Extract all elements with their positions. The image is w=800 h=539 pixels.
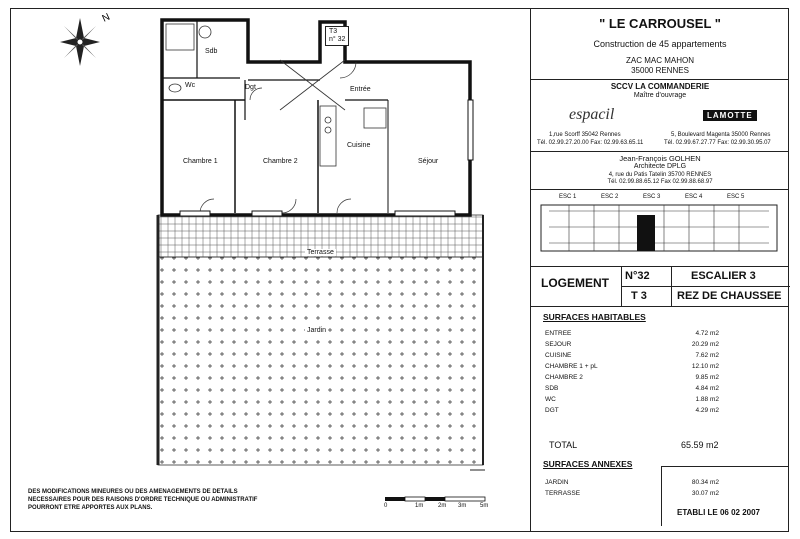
- surfaces-habitables-title: SURFACES HABITABLES: [543, 312, 646, 322]
- surface-label: SEJOUR: [545, 341, 572, 348]
- logement-number: N°32: [625, 270, 650, 282]
- surface-label: DGT: [545, 407, 559, 414]
- divider: [531, 79, 789, 80]
- surface-value: 4.72 m2: [695, 330, 719, 337]
- divider: [661, 466, 789, 467]
- total-label: TOTAL: [549, 440, 578, 450]
- espacil-address: 1,rue Scorff 35042 Rennes: [549, 132, 621, 138]
- disclaimer-line-1: DES MODIFICATIONS MINEURES OU DES AMENAGEMENTS DE DETAILS: [28, 489, 238, 495]
- building-keyplan: [539, 193, 781, 263]
- surface-label: ENTREE: [545, 330, 572, 337]
- room-entree: Entrée: [350, 86, 371, 93]
- project-title: " LE CARROUSEL ": [599, 16, 721, 31]
- annex-value: 80.34 m2: [691, 479, 719, 486]
- annex-label: TERRASSE: [545, 490, 581, 497]
- surface-value: 4.29 m2: [695, 407, 719, 414]
- surface-value: 12.10 m2: [691, 363, 719, 370]
- annex-value: 30.07 m2: [691, 490, 719, 497]
- unit-number: n° 32: [329, 36, 346, 43]
- project-subtitle: Construction de 45 appartements: [593, 39, 727, 49]
- room-dgt: Dgt: [245, 84, 256, 91]
- surface-value: 4.84 m2: [695, 385, 719, 392]
- sccv-name: SCCV LA COMMANDERIE: [610, 82, 710, 91]
- divider: [671, 266, 672, 306]
- unit-tag-box: [325, 26, 349, 46]
- unit-tag: T3: [329, 28, 338, 35]
- divider: [621, 286, 790, 287]
- room-jardin: Jardin: [307, 327, 327, 334]
- niveau: REZ DE CHAUSSEE: [677, 290, 782, 302]
- surface-value: 1.88 m2: [695, 396, 719, 403]
- stair-label-3: ESC 3: [643, 194, 661, 200]
- espacil-logo: espacil: [569, 106, 615, 123]
- stair-label-4: ESC 4: [685, 194, 703, 200]
- architect-title: Architecte DPLG: [633, 163, 687, 170]
- divider: [661, 466, 662, 526]
- stair-label-5: ESC 5: [727, 194, 745, 200]
- surface-value: 20.29 m2: [691, 341, 719, 348]
- architect-phone: Tél. 02.99.88.65.12 Fax 02.99.88.68.97: [607, 179, 713, 185]
- project-city: 35000 RENNES: [631, 66, 689, 75]
- scale-label-1: 1m: [415, 503, 424, 509]
- disclaimer-line-3: POURRONT ETRE APPORTES AUX PLANS.: [28, 505, 153, 511]
- divider: [531, 151, 789, 152]
- surface-label: CHAMBRE 2: [545, 374, 583, 381]
- title-block: [530, 8, 789, 532]
- annex-label: JARDIN: [545, 479, 569, 486]
- total-value: 65.59 m2: [681, 440, 719, 450]
- divider: [531, 306, 789, 307]
- surfaces-annexes-title: SURFACES ANNEXES: [543, 459, 633, 469]
- escalier: ESCALIER 3: [691, 270, 756, 282]
- logement-label: LOGEMENT: [541, 276, 609, 290]
- espacil-phone: Tél. 02.99.27.20.00 Fax: 02.99.63.65.11: [537, 140, 644, 146]
- stair-label-1: ESC 1: [559, 194, 577, 200]
- disclaimer-line-2: NECESSAIRES POUR DES RAISONS D'ORDRE TECHNIQUE OU ADMINISTRATIF: [28, 497, 258, 503]
- logement-type: T 3: [631, 290, 647, 302]
- scale-label-2: 2m: [438, 503, 447, 509]
- architect-address: 4, rue du Patis Tatelin 35700 RENNES: [608, 172, 712, 178]
- surface-label: WC: [545, 396, 556, 403]
- room-cuisine: Cuisine: [347, 142, 371, 149]
- room-wc: Wc: [185, 82, 196, 89]
- surface-value: 9.85 m2: [695, 374, 719, 381]
- room-terrasse: Terrasse: [307, 249, 334, 256]
- door-swings: [200, 62, 356, 213]
- room-chambre2: Chambre 2: [263, 158, 298, 165]
- surface-label: CUISINE: [545, 352, 572, 359]
- surface-label: CHAMBRE 1 + pL: [545, 363, 598, 370]
- surface-value: 7.62 m2: [695, 352, 719, 359]
- compass-rose-icon: [60, 12, 112, 66]
- stair-label-2: ESC 2: [601, 194, 619, 200]
- surface-label: SDB: [545, 385, 559, 392]
- scale-label-3: 3m: [458, 503, 467, 509]
- scale-bar: [385, 497, 485, 501]
- room-sejour: Séjour: [418, 158, 439, 165]
- lamotte-address: 5, Boulevard Magenta 35000 Rennes: [671, 132, 771, 138]
- zac-name: ZAC MAC MAHON: [626, 56, 694, 65]
- lamotte-phone: Tél. 02.99.67.27.77 Fax: 02.99.30.95.07: [664, 140, 771, 146]
- maitre-ouvrage: Maître d'ouvrage: [633, 92, 687, 99]
- lamotte-logo: LAMOTTE: [703, 110, 757, 121]
- room-sdb: Sdb: [205, 48, 218, 55]
- jardin-area: [158, 257, 483, 465]
- scale-label-4: 5m: [480, 503, 489, 509]
- room-chambre1: Chambre 1: [183, 158, 218, 165]
- disclaimer: [28, 488, 328, 512]
- scale-label-0: 0: [384, 503, 388, 509]
- architect-name: Jean-François GOLHEN: [619, 154, 701, 163]
- divider: [531, 189, 789, 190]
- svg-text:N: N: [100, 11, 112, 25]
- etabli-date: ETABLI LE 06 02 2007: [677, 508, 760, 517]
